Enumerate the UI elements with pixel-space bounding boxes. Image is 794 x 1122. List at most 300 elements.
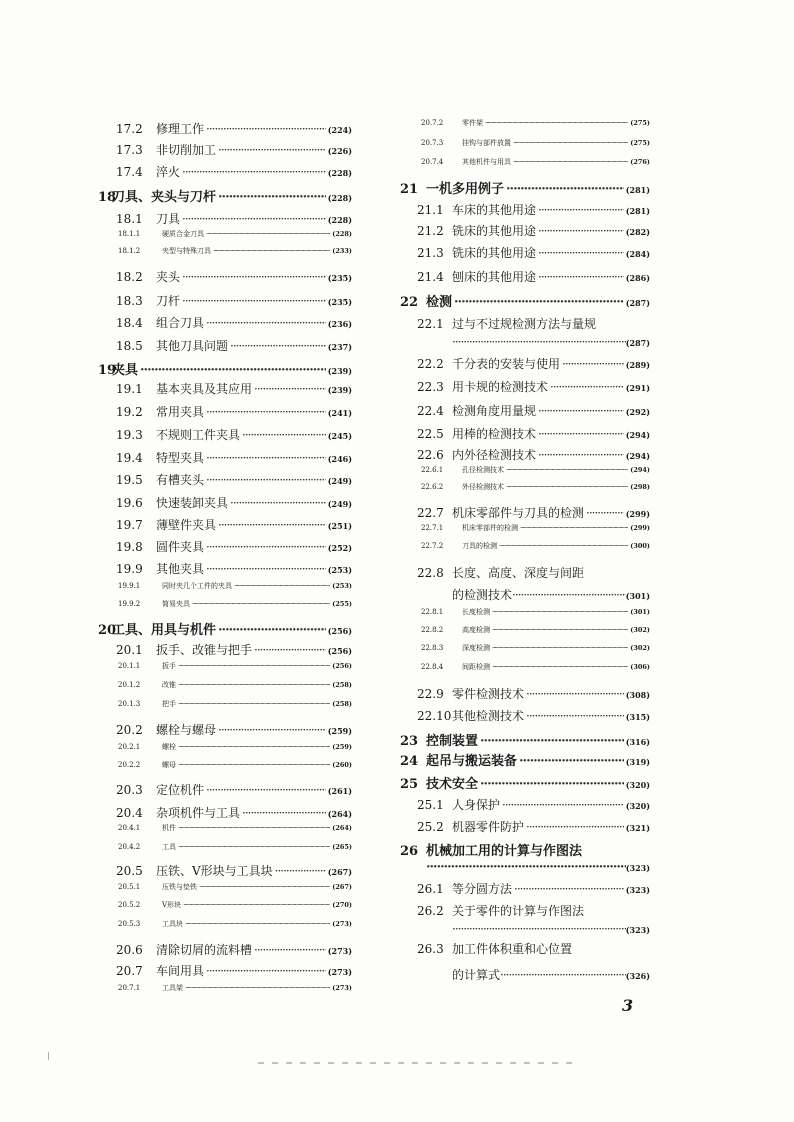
toc-entry-title: 机械加工用的计算与作图法 bbox=[426, 844, 583, 859]
toc-leader-dots bbox=[492, 626, 628, 634]
toc-entry bbox=[421, 118, 650, 128]
toc-entry-number: 20.1.2 bbox=[118, 681, 141, 689]
toc-entry-number: 22.8 bbox=[417, 566, 444, 580]
toc-entry-page: (320) bbox=[625, 801, 650, 811]
toc-entry bbox=[98, 359, 352, 378]
toc-entry-number: 26.1 bbox=[417, 882, 444, 896]
toc-entry bbox=[417, 201, 650, 218]
toc-entry-title: 外径检测技术 bbox=[462, 483, 504, 491]
toc-entry-page: (226) bbox=[327, 146, 352, 156]
toc-entry-number: 22.8.4 bbox=[421, 663, 444, 671]
toc-entry-continuation bbox=[452, 586, 650, 603]
toc-leader-dots bbox=[500, 968, 626, 982]
toc-leader-dots bbox=[178, 761, 330, 769]
toc-leader-dots bbox=[206, 230, 330, 238]
toc-entry-title: 铣床的其他用途 bbox=[452, 224, 537, 238]
toc-entry-title: 加工件体积重和心位置 bbox=[452, 942, 573, 956]
toc-entry bbox=[421, 482, 650, 492]
toc-entry-page: (251) bbox=[327, 521, 352, 531]
toc-entry-title: 常用夹具 bbox=[156, 405, 205, 419]
toc-leader-dots bbox=[218, 190, 326, 205]
toc-entry-number: 22.7 bbox=[417, 506, 444, 520]
toc-entry-title: 挂钩与部件放置 bbox=[462, 139, 511, 147]
toc-entry-number: 20.5.3 bbox=[118, 920, 141, 928]
toc-entry bbox=[116, 120, 352, 137]
toc-entry-title: 其他刀具问题 bbox=[156, 339, 229, 353]
toc-entry bbox=[421, 662, 650, 672]
toc-leader-dots bbox=[513, 139, 628, 147]
toc-entry bbox=[116, 862, 352, 879]
toc-entry-continuation bbox=[452, 922, 650, 936]
toc-entry-page: (294) bbox=[625, 451, 650, 461]
toc-leader-dots bbox=[520, 524, 628, 532]
toc-entry bbox=[417, 504, 650, 521]
toc-entry-title: 螺栓 bbox=[162, 743, 176, 751]
toc-entry-title: 薄壁件夹具 bbox=[156, 518, 217, 532]
toc-leader-dots bbox=[178, 681, 330, 689]
toc-entry-number: 17.3 bbox=[116, 143, 143, 157]
toc-entry bbox=[116, 941, 352, 958]
toc-entry-title: 其他机件与用具 bbox=[462, 158, 511, 166]
toc-entry bbox=[116, 641, 352, 658]
toc-entry-number: 22.10 bbox=[417, 709, 452, 723]
toc-entry-title: 控制装置 bbox=[426, 734, 479, 749]
toc-entry-number: 22.8.1 bbox=[421, 608, 444, 616]
toc-entry bbox=[118, 661, 352, 671]
toc-entry bbox=[421, 625, 650, 635]
toc-entry bbox=[417, 818, 650, 835]
toc-entry bbox=[116, 516, 352, 533]
toc-entry-number: 19.7 bbox=[116, 518, 143, 532]
toc-entry-number: 19.9.1 bbox=[118, 582, 141, 590]
toc-entry-title: V形块 bbox=[162, 901, 182, 909]
toc-leader-dots bbox=[538, 203, 624, 217]
toc-entry-page: (294) bbox=[630, 466, 650, 474]
toc-leader-dots bbox=[218, 518, 326, 532]
toc-entry bbox=[116, 314, 352, 331]
toc-entry-page: (275) bbox=[630, 139, 650, 147]
toc-entry-title: 刀具、夹头与刀杆 bbox=[112, 190, 217, 205]
toc-leader-dots bbox=[480, 777, 624, 792]
toc-entry-title: 快速装卸夹具 bbox=[156, 496, 229, 510]
toc-entry bbox=[116, 292, 352, 309]
toc-entry bbox=[118, 882, 352, 892]
toc-entry bbox=[116, 210, 352, 227]
toc-leader-dots bbox=[206, 964, 326, 978]
toc-entry bbox=[417, 244, 650, 261]
toc-entry bbox=[116, 471, 352, 488]
toc-entry bbox=[118, 983, 352, 993]
toc-entry-title: 人身保护 bbox=[452, 798, 501, 812]
toc-entry-page: (273) bbox=[332, 984, 352, 992]
toc-entry bbox=[400, 178, 650, 197]
toc-entry bbox=[116, 781, 352, 798]
toc-entry bbox=[116, 804, 352, 821]
toc-entry-page: (259) bbox=[332, 743, 352, 751]
toc-entry-page: (224) bbox=[327, 125, 352, 135]
toc-entry bbox=[400, 750, 650, 769]
toc-entry-number: 26.2 bbox=[417, 904, 444, 918]
toc-leader-dots bbox=[454, 295, 624, 310]
toc-entry-title: 螺母 bbox=[162, 761, 176, 769]
toc-entry-page: (265) bbox=[332, 843, 352, 851]
toc-leader-dots bbox=[586, 506, 624, 520]
toc-entry-page: (245) bbox=[327, 431, 352, 441]
toc-entry-number: 20 bbox=[98, 623, 117, 638]
toc-entry-page: (241) bbox=[327, 408, 352, 418]
toc-entry-title: 机器零件防护 bbox=[452, 820, 525, 834]
toc-entry-number: 20.7.1 bbox=[118, 984, 141, 992]
toc-entry-page: (228) bbox=[327, 215, 352, 225]
toc-entry-page: (281) bbox=[625, 185, 650, 195]
toc-entry-number: 18.2 bbox=[116, 270, 143, 284]
toc-entry-title: 特型夹具 bbox=[156, 451, 205, 465]
toc-entry-number: 26.3 bbox=[417, 942, 444, 956]
toc-entry bbox=[421, 607, 650, 617]
toc-leader-dots bbox=[452, 922, 626, 936]
toc-entry-number: 18.1 bbox=[116, 212, 143, 226]
toc-leader-dots bbox=[185, 984, 330, 992]
toc-entry bbox=[118, 760, 352, 770]
toc-entry-page: (319) bbox=[625, 757, 650, 767]
toc-entry-title: 工具架 bbox=[162, 984, 183, 992]
toc-entry-number: 19.5 bbox=[116, 473, 143, 487]
toc-leader-dots bbox=[492, 608, 628, 616]
toc-entry-number: 20.7.4 bbox=[421, 158, 444, 166]
toc-entry bbox=[118, 599, 352, 609]
toc-leader-dots bbox=[538, 224, 624, 238]
toc-entry bbox=[118, 680, 352, 690]
toc-leader-dots bbox=[206, 405, 326, 419]
toc-entry bbox=[417, 902, 650, 919]
toc-leader-dots bbox=[218, 623, 326, 638]
toc-entry-page: (323) bbox=[625, 863, 650, 873]
toc-entry bbox=[116, 449, 352, 466]
toc-entry bbox=[417, 268, 650, 285]
toc-entry-title: 夹具 bbox=[112, 363, 139, 378]
toc-entry bbox=[118, 900, 352, 910]
toc-leader-dots bbox=[206, 540, 326, 554]
toc-entry-page: (286) bbox=[625, 273, 650, 283]
toc-entry-title: 定位机件 bbox=[156, 783, 205, 797]
toc-entry bbox=[400, 840, 650, 859]
toc-entry bbox=[421, 157, 650, 167]
toc-entry-number: 20.5 bbox=[116, 864, 143, 878]
toc-entry bbox=[417, 425, 650, 442]
toc-entry-title: 刨床的其他用途 bbox=[452, 270, 537, 284]
toc-entry-number: 22.2 bbox=[417, 357, 444, 371]
toc-entry-number: 22.4 bbox=[417, 404, 444, 418]
toc-entry-title: 修理工作 bbox=[156, 122, 205, 136]
toc-entry-number: 21.1 bbox=[417, 203, 444, 217]
toc-leader-dots bbox=[512, 588, 626, 602]
toc-leader-dots bbox=[538, 270, 624, 284]
toc-entry-number: 20.4 bbox=[116, 806, 143, 820]
toc-entry-number: 20.6 bbox=[116, 943, 143, 957]
toc-entry-number: 25 bbox=[400, 777, 419, 792]
toc-entry-title: 工具、用具与机件 bbox=[112, 623, 217, 638]
toc-entry-page: (299) bbox=[630, 524, 650, 532]
toc-entry-number: 24 bbox=[400, 754, 419, 769]
toc-entry bbox=[116, 560, 352, 577]
toc-leader-dots bbox=[485, 119, 628, 127]
toc-entry bbox=[400, 291, 650, 310]
toc-entry-title: 用棒的检测技术 bbox=[452, 427, 537, 441]
toc-entry-page: (235) bbox=[327, 273, 352, 283]
toc-entry-continuation bbox=[452, 335, 650, 349]
toc-entry-page: (292) bbox=[625, 407, 650, 417]
toc-entry-title: 高度检测 bbox=[462, 626, 490, 634]
toc-entry-page: (282) bbox=[625, 227, 650, 237]
toc-leader-dots bbox=[254, 943, 326, 957]
toc-entry-title: 刀杆 bbox=[156, 294, 181, 308]
toc-entry-title: 车床的其他用途 bbox=[452, 203, 537, 217]
toc-entry bbox=[417, 446, 650, 463]
toc-entry-page: (237) bbox=[327, 342, 352, 352]
toc-entry-page: (291) bbox=[625, 383, 650, 393]
toc-entry-page: (259) bbox=[327, 726, 352, 736]
toc-leader-dots bbox=[519, 754, 624, 769]
toc-entry-page: (264) bbox=[327, 809, 352, 819]
toc-entry bbox=[118, 742, 352, 752]
toc-entry-page: (256) bbox=[332, 662, 352, 670]
toc-entry-page: (239) bbox=[327, 385, 352, 395]
scan-artifact-tick bbox=[48, 1052, 49, 1060]
toc-leader-dots bbox=[234, 582, 330, 590]
toc-entry-title: 机床零部件与刀具的检测 bbox=[452, 506, 585, 520]
toc-entry-number: 19.9 bbox=[116, 562, 143, 576]
toc-leader-dots bbox=[182, 270, 326, 284]
toc-entry-page: (258) bbox=[332, 681, 352, 689]
toc-leader-dots bbox=[178, 662, 330, 670]
toc-entry bbox=[417, 940, 650, 957]
toc-entry bbox=[417, 222, 650, 239]
toc-entry-page: (284) bbox=[625, 249, 650, 259]
toc-leader-dots bbox=[492, 644, 628, 652]
toc-entry bbox=[417, 707, 650, 724]
toc-leader-dots bbox=[182, 212, 326, 226]
toc-entry-page: (239) bbox=[327, 366, 352, 376]
toc-leader-dots bbox=[218, 723, 326, 737]
toc-entry bbox=[98, 619, 352, 638]
toc-entry-page: (258) bbox=[332, 700, 352, 708]
toc-entry-title-continued: 的检测技术 bbox=[452, 588, 513, 602]
toc-entry-page: (320) bbox=[625, 780, 650, 790]
toc-entry bbox=[116, 337, 352, 354]
toc-leader-dots bbox=[213, 247, 330, 255]
toc-leader-dots bbox=[502, 798, 624, 812]
toc-entry-page: (276) bbox=[630, 158, 650, 166]
toc-entry-number: 20.7.2 bbox=[421, 119, 444, 127]
toc-entry bbox=[116, 721, 352, 738]
toc-entry-number: 19 bbox=[98, 363, 117, 378]
toc-entry-number: 20.1.3 bbox=[118, 700, 141, 708]
toc-entry-number: 19.4 bbox=[116, 451, 143, 465]
toc-entry bbox=[421, 523, 650, 533]
toc-entry-page: (267) bbox=[332, 883, 352, 891]
toc-entry-title: 内外径检测技术 bbox=[452, 448, 537, 462]
toc-leader-dots bbox=[526, 709, 624, 723]
toc-entry-title: 不规则工件夹具 bbox=[156, 428, 241, 442]
toc-entry-page: (306) bbox=[630, 663, 650, 671]
toc-entry-number: 18.4 bbox=[116, 316, 143, 330]
toc-entry-page: (273) bbox=[327, 946, 352, 956]
toc-entry-title: 关于零件的计算与作图法 bbox=[452, 904, 585, 918]
toc-entry bbox=[118, 581, 352, 591]
toc-entry-number: 22.6.1 bbox=[421, 466, 444, 474]
toc-entry-number: 20.1.1 bbox=[118, 662, 141, 670]
toc-entry-page: (252) bbox=[327, 543, 352, 553]
toc-entry-page: (249) bbox=[327, 499, 352, 509]
toc-entry-page: (260) bbox=[332, 761, 352, 769]
toc-entry-number: 21.4 bbox=[417, 270, 444, 284]
toc-entry-page: (321) bbox=[625, 823, 650, 833]
toc-leader-dots bbox=[254, 382, 326, 396]
toc-entry-page: (298) bbox=[630, 483, 650, 491]
toc-entry-number: 20.2.2 bbox=[118, 761, 141, 769]
toc-leader-dots bbox=[506, 182, 624, 197]
toc-entry-page: (287) bbox=[625, 298, 650, 308]
toc-entry-page: (273) bbox=[332, 920, 352, 928]
toc-leader-dots bbox=[230, 339, 326, 353]
toc-entry-title: 长度检测 bbox=[462, 608, 490, 616]
toc-entry-title: 夹型与特殊刀具 bbox=[162, 247, 211, 255]
toc-entry bbox=[98, 186, 352, 205]
toc-entry-page: (228) bbox=[332, 230, 352, 238]
toc-entry-number: 19.2 bbox=[116, 405, 143, 419]
toc-entry bbox=[417, 564, 650, 581]
toc-leader-dots bbox=[426, 860, 626, 875]
toc-entry-number: 18.3 bbox=[116, 294, 143, 308]
toc-entry-number: 22.6 bbox=[417, 448, 444, 462]
toc-entry-title: 有槽夹头 bbox=[156, 473, 205, 487]
toc-entry-title: 杂项机件与工具 bbox=[156, 806, 241, 820]
toc-entry-number: 20.2 bbox=[116, 723, 143, 737]
toc-leader-dots bbox=[562, 357, 624, 371]
toc-leader-dots bbox=[206, 451, 326, 465]
toc-entry bbox=[118, 699, 352, 709]
toc-leader-dots bbox=[206, 473, 326, 487]
toc-entry-page: (300) bbox=[630, 542, 650, 550]
toc-entry-number: 20.3 bbox=[116, 783, 143, 797]
toc-entry-title: 同时夹几个工件的夹具 bbox=[162, 582, 232, 590]
toc-entry-number: 22.9 bbox=[417, 687, 444, 701]
toc-entry-continuation bbox=[452, 966, 650, 983]
toc-entry-page: (236) bbox=[327, 319, 352, 329]
toc-entry-title: 机床零部件的检测 bbox=[462, 524, 518, 532]
toc-entry-page: (270) bbox=[332, 901, 352, 909]
toc-leader-dots bbox=[538, 427, 624, 441]
toc-entry bbox=[116, 141, 352, 158]
toc-entry bbox=[118, 823, 352, 833]
toc-entry bbox=[421, 465, 650, 475]
toc-leader-dots bbox=[538, 246, 624, 260]
toc-entry-title: 圆件夹具 bbox=[156, 540, 205, 554]
toc-entry-page: (281) bbox=[625, 206, 650, 216]
toc-leader-dots bbox=[185, 920, 330, 928]
toc-leader-dots bbox=[526, 687, 624, 701]
toc-entry-page: (289) bbox=[625, 360, 650, 370]
toc-entry-page: (316) bbox=[625, 737, 650, 747]
toc-leader-dots bbox=[242, 428, 326, 442]
toc-entry-number: 22.8.3 bbox=[421, 644, 444, 652]
toc-entry-title: 非切削加工 bbox=[156, 143, 217, 157]
toc-entry-page: (256) bbox=[327, 626, 352, 636]
toc-entry-number: 20.5.2 bbox=[118, 901, 141, 909]
toc-entry-title: 工具块 bbox=[162, 920, 183, 928]
toc-leader-dots bbox=[538, 404, 624, 418]
toc-leader-dots bbox=[254, 643, 326, 657]
toc-entry-title: 基本夹具及其应用 bbox=[156, 382, 253, 396]
toc-entry-title: 过与不过规检测方法与量规 bbox=[452, 317, 597, 331]
toc-leader-dots bbox=[218, 143, 326, 157]
toc-entry-number: 26 bbox=[400, 844, 419, 859]
toc-entry bbox=[417, 355, 650, 372]
toc-entry-number: 19.6 bbox=[116, 496, 143, 510]
toc-entry-page: (255) bbox=[332, 600, 352, 608]
toc-entry-number: 20.4.2 bbox=[118, 843, 141, 851]
toc-entry-page: (275) bbox=[630, 119, 650, 127]
toc-entry-title: 其他夹具 bbox=[156, 562, 205, 576]
toc-entry bbox=[417, 685, 650, 702]
toc-entry-number: 22.3 bbox=[417, 380, 444, 394]
toc-entry-title: 间距检测 bbox=[462, 663, 490, 671]
toc-entry-title: 铣床的其他用途 bbox=[452, 246, 537, 260]
toc-entry bbox=[116, 163, 352, 180]
toc-leader-dots bbox=[206, 122, 326, 136]
toc-entry-title: 技术安全 bbox=[426, 777, 479, 792]
toc-entry-number: 23 bbox=[400, 734, 419, 749]
toc-entry-page: (253) bbox=[327, 565, 352, 575]
toc-entry bbox=[116, 403, 352, 420]
toc-entry-page: (246) bbox=[327, 454, 352, 464]
toc-entry bbox=[417, 315, 650, 332]
toc-leader-dots bbox=[178, 824, 330, 832]
toc-leader-dots bbox=[499, 542, 628, 550]
toc-entry-number: 20.7.3 bbox=[421, 139, 444, 147]
toc-entry-page: (233) bbox=[332, 247, 352, 255]
toc-entry-number: 22.8.2 bbox=[421, 626, 444, 634]
toc-leader-dots bbox=[526, 820, 624, 834]
toc-entry-number: 22.6.2 bbox=[421, 483, 444, 491]
toc-entry-number: 17.4 bbox=[116, 165, 143, 179]
toc-leader-dots bbox=[178, 700, 330, 708]
toc-entry-title: 其他检测技术 bbox=[452, 709, 525, 723]
toc-entry-title: 刀具的检测 bbox=[462, 542, 497, 550]
toc-entry bbox=[116, 380, 352, 397]
toc-entry-title: 孔径检测技术 bbox=[462, 466, 504, 474]
toc-entry-number: 20.7 bbox=[116, 964, 143, 978]
toc-entry-title: 深度检测 bbox=[462, 644, 490, 652]
toc-entry-number: 18.1.2 bbox=[118, 247, 141, 255]
toc-entry bbox=[421, 138, 650, 148]
toc-leader-dots bbox=[182, 165, 326, 179]
toc-entry-title-continued: 的计算式 bbox=[452, 968, 501, 982]
toc-entry-page: (249) bbox=[327, 476, 352, 486]
toc-entry-number: 22.5 bbox=[417, 427, 444, 441]
toc-entry-page: (261) bbox=[327, 786, 352, 796]
toc-leader-dots bbox=[199, 883, 330, 891]
toc-leader-dots bbox=[178, 843, 330, 851]
toc-entry-title: 长度、高度、深度与间距 bbox=[452, 566, 585, 580]
toc-entry-title: 千分表的安装与使用 bbox=[452, 357, 561, 371]
toc-entry-number: 20.4.1 bbox=[118, 824, 141, 832]
toc-entry bbox=[400, 773, 650, 792]
toc-entry bbox=[116, 426, 352, 443]
toc-leader-dots bbox=[513, 158, 628, 166]
toc-leader-dots bbox=[178, 743, 330, 751]
toc-entry-number: 20.5.1 bbox=[118, 883, 141, 891]
